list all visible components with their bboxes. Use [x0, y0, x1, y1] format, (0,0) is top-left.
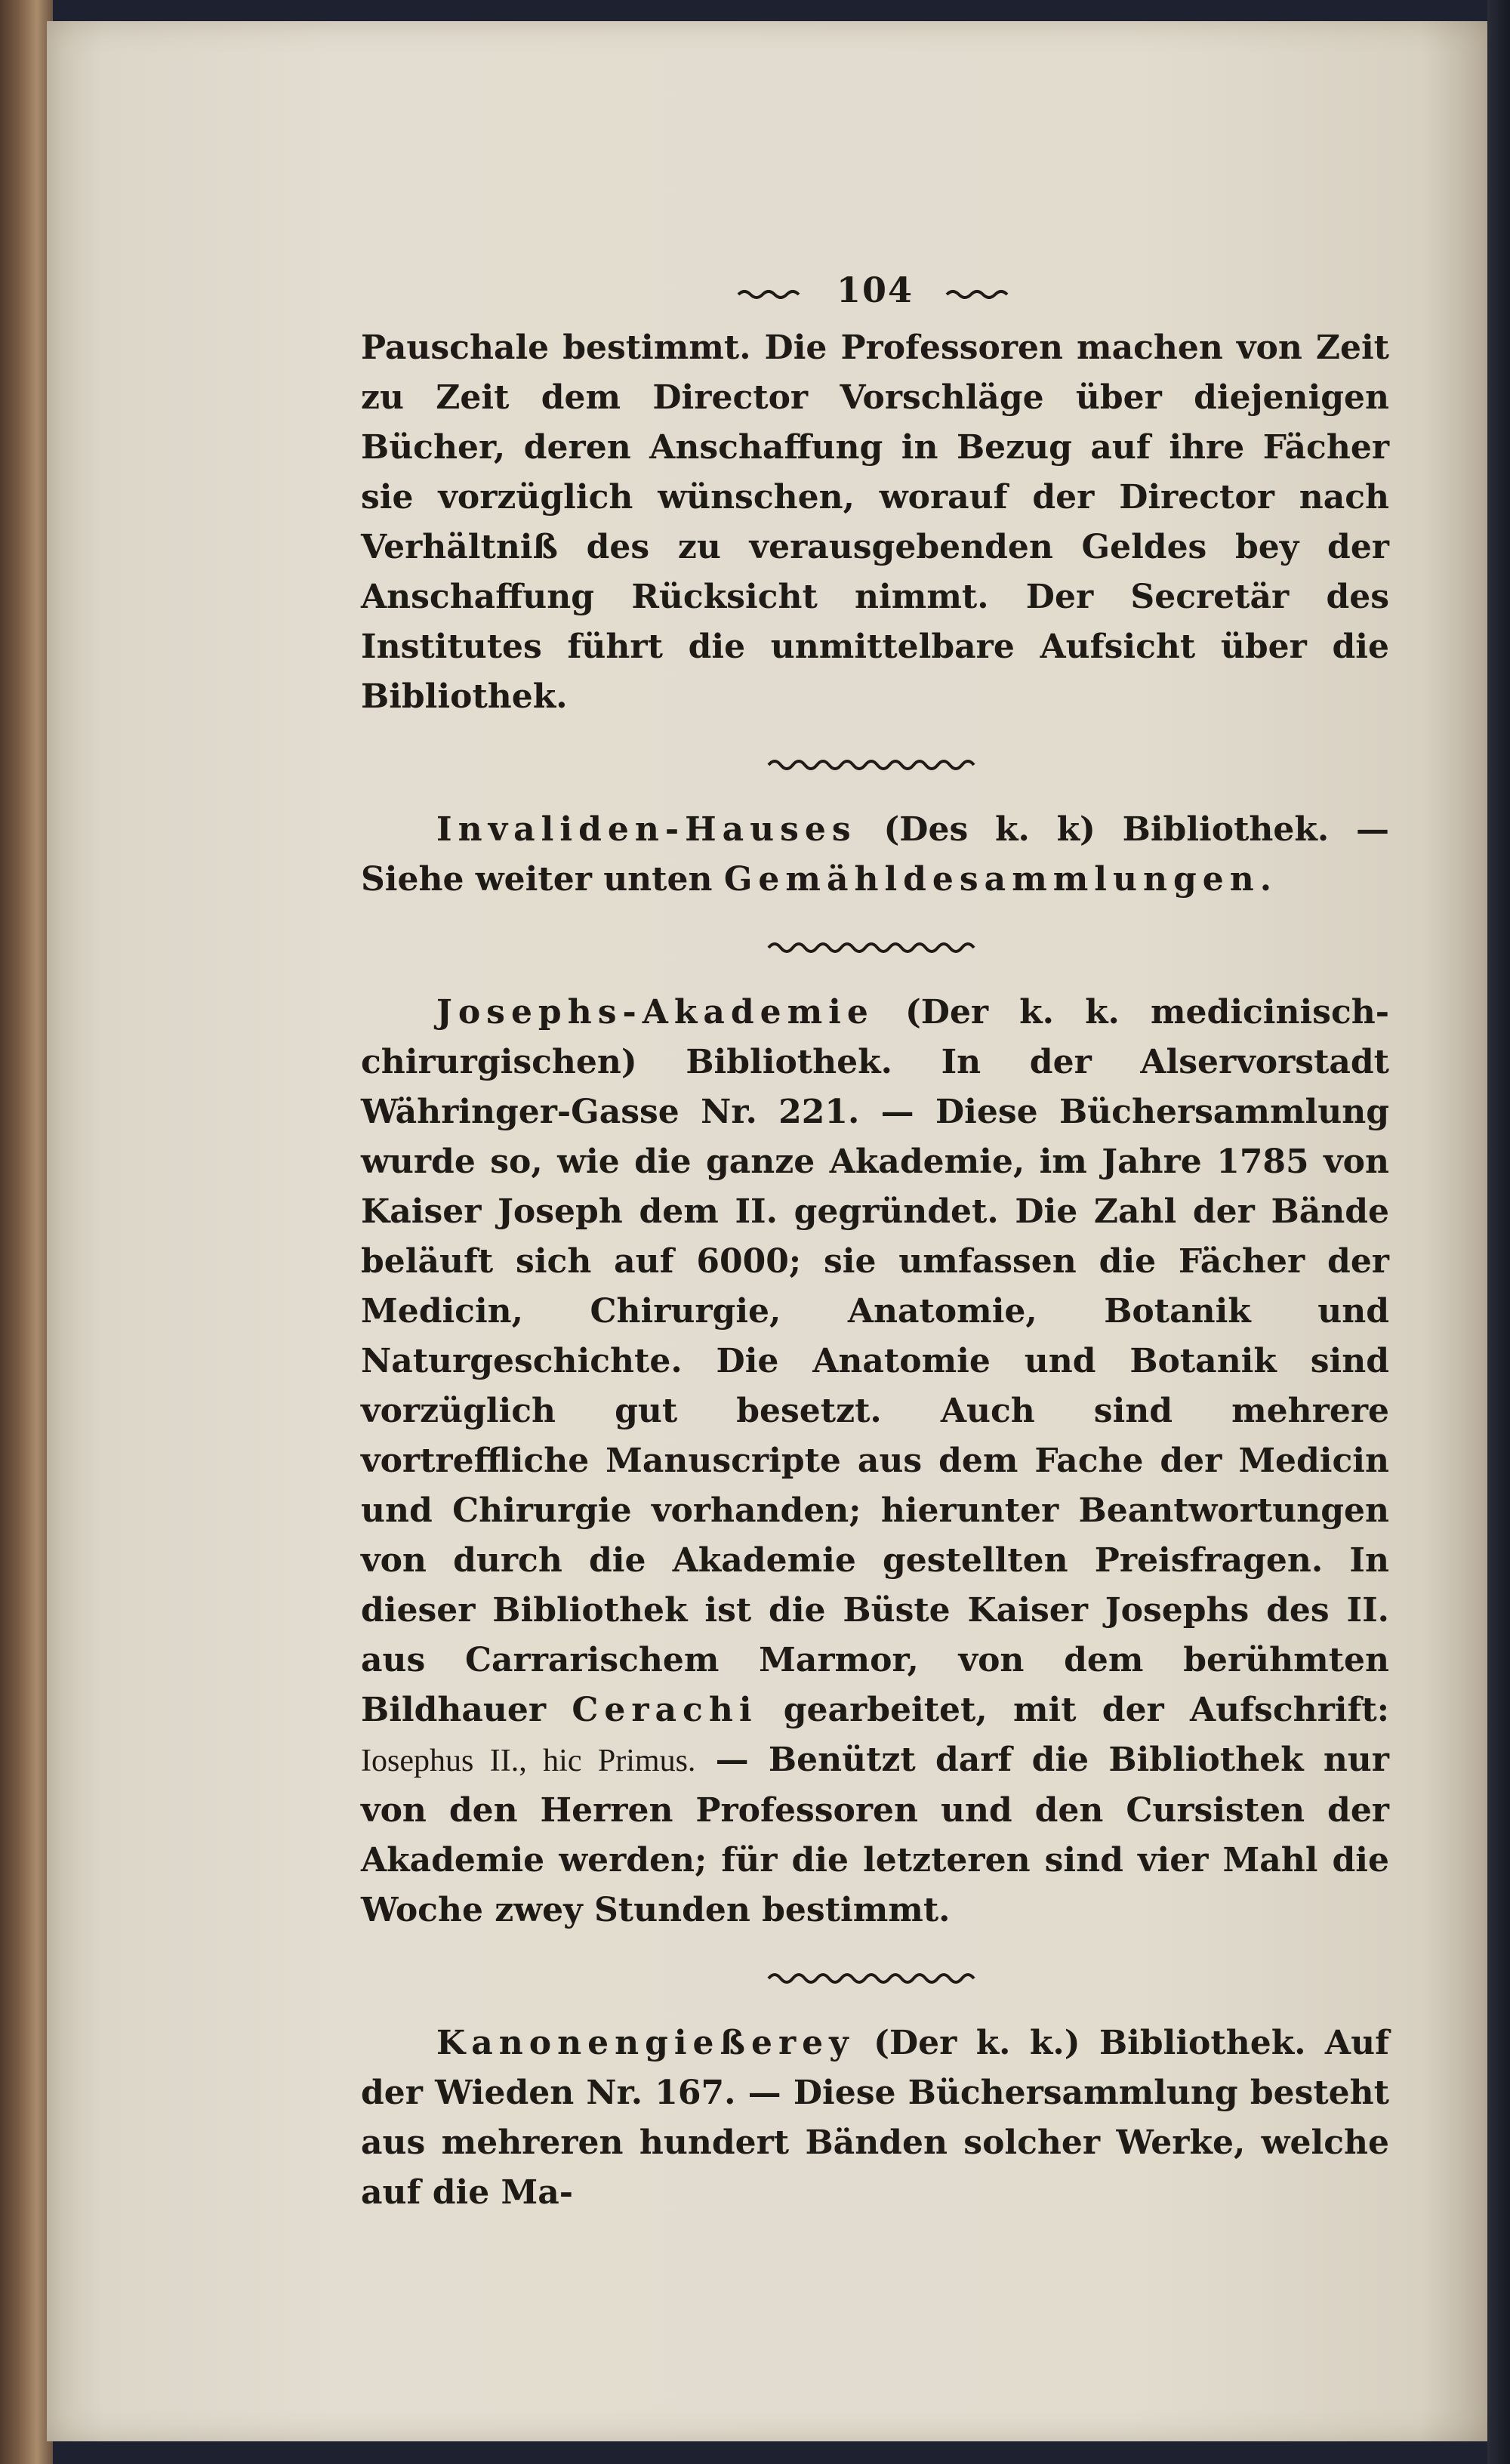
entry-title-secondary: Cerachi [572, 1691, 758, 1729]
page-header [361, 257, 1389, 323]
ornament-left-icon [737, 287, 805, 299]
entry-title-secondary: Gemähldesammlungen [723, 860, 1260, 899]
latin-inscription: Iosephus II., hic Primus. [361, 1744, 696, 1778]
entry-josephs-akademie [361, 988, 1389, 1935]
entry-text: (Des k. k) Bibliothek. — Siehe weiter unten [361, 810, 1389, 899]
entry-text-end: — Benützt darf die Bibliothek nur von den Herren Professoren und den Cursisten der Akademie werden; für die letzteren sind vier Mahl die Woche zwey Stunden bestimmt. [361, 1741, 1389, 1929]
entry-text-end: . [1259, 860, 1272, 899]
entry-title: Kanonengießerey [436, 2024, 855, 2062]
wavy-rule-icon [766, 756, 985, 771]
section-divider [361, 1935, 1389, 2018]
entry-kanonengiesserey [361, 2018, 1389, 2218]
section-divider [361, 722, 1389, 805]
scan-background [1487, 0, 1510, 2464]
section-divider [361, 905, 1389, 988]
paragraph-text: Pauschale bestimmt. Die Professoren machen von Zeit zu Zeit dem Director Vorschläge über diejenigen Bücher, deren Anschaffung in Bezug auf ihre Fächer sie vorzüglich wünschen, worauf der Director nach Verhältniß des zu verausgebenden Geldes bey der Anschaffung Rücksicht nimmt. Der Secretär des Institutes führt die unmittelbare Aufsicht über die Bibliothek. [361, 328, 1389, 716]
page-body [361, 257, 1389, 2218]
wavy-rule-icon [766, 1969, 985, 1984]
entry-text: (Der k. k. medicinisch-chirurgischen) Bibliothek. In der Alservorstadt Währinger-Gasse Nr. 221. — Diese Büchersammlung wurde so, wie die ganze Akademie, im Jahre 1785 von Kaiser Joseph dem II. gegründet. Die Zahl der Bände beläuft sich auf 6000; sie umfassen die Fächer der Medicin, Chirurgie, Anatomie, Botanik und Naturgeschichte. Die Anatomie und Botanik sind vorzüglich gut besetzt. Auch sind mehrere vortreffliche Manuscripte aus dem Fache der Medicin und Chirurgie vorhanden; hierunter Beantwortungen von durch die Akademie gestellten Preisfragen. In dieser Bibliothek ist die Büste Kaiser Josephs des II. aus Carrarischem Marmor, von dem berühmten Bildhauer [361, 993, 1389, 1729]
entry-text: (Der k. k.) Bibliothek. Auf der Wieden Nr. 167. — Diese Büchersammlung besteht aus mehreren hundert Bänden solcher Werke, welche auf die Ma- [361, 2024, 1389, 2212]
ornament-right-icon [945, 287, 1013, 299]
paragraph-continued [361, 323, 1389, 722]
page-number: 104 [836, 270, 914, 310]
entry-invaliden-hauses [361, 805, 1389, 905]
entry-text-middle: gearbeitet, mit der Aufschrift: [757, 1691, 1390, 1729]
wavy-rule-icon [766, 939, 985, 954]
book-page-stack-edge [0, 0, 53, 2464]
entry-title: Josephs-Akademie [436, 993, 874, 1032]
entry-title: Invaliden-Hauses [436, 810, 857, 849]
